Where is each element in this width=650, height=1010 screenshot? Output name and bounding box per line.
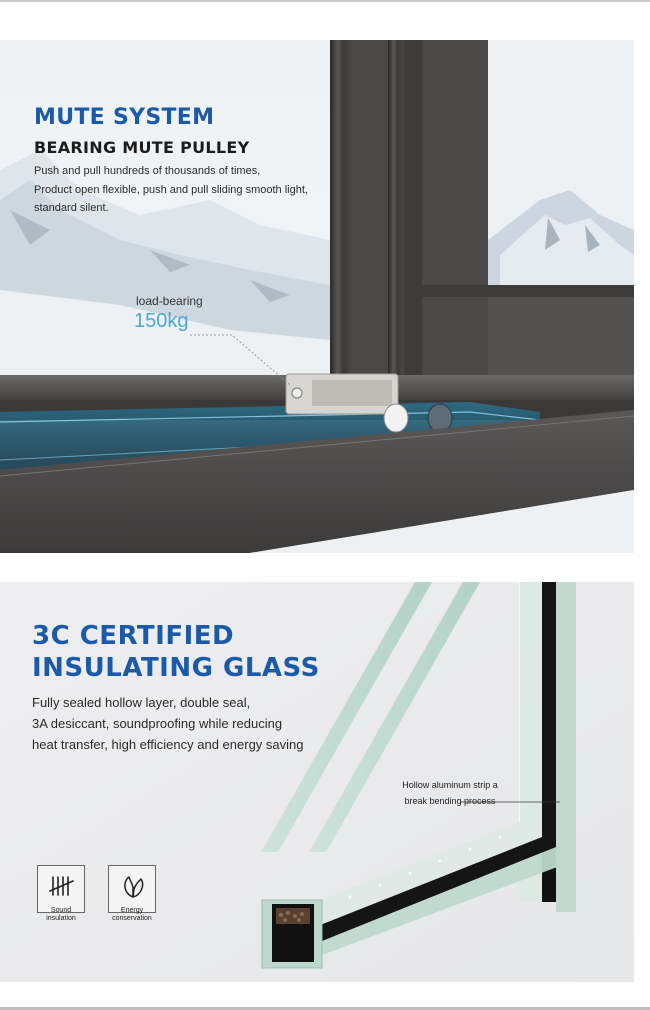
spacer-callout	[380, 777, 520, 809]
glass-description-line: 3A desiccant, soundproofing while reducing	[32, 716, 283, 731]
load-bearing-value: 150kg	[134, 310, 189, 332]
insulating-glass-title-line: INSULATING GLASS	[32, 653, 320, 683]
insulating-glass-title-line: 3C CERTIFIED	[32, 621, 235, 651]
mute-system-title: MUTE SYSTEM	[34, 105, 215, 130]
pulley-description-line: Product open flexible, push and pull sliding smooth light,	[34, 183, 308, 196]
pulley-subtitle: BEARING MUTE PULLEY	[34, 138, 250, 157]
leaf-icon	[119, 873, 147, 901]
badge-label-line: conservation	[112, 915, 152, 922]
pulley-description-line: standard silent.	[34, 202, 109, 214]
spacer-callout-line: break bending process	[404, 796, 496, 806]
glass-description	[32, 692, 352, 755]
pulley-description	[34, 162, 334, 218]
sound-insulation-badge	[37, 865, 85, 913]
glass-description-line: heat transfer, high efficiency and energy saving	[32, 737, 304, 752]
insulating-glass-title	[32, 620, 320, 684]
load-bearing-label: load-bearing	[136, 294, 203, 308]
sound-insulation-icon	[48, 873, 76, 901]
spacer-callout-line: Hollow aluminum strip a	[402, 780, 498, 790]
energy-conservation-label	[100, 907, 164, 923]
energy-conservation-badge	[108, 865, 156, 913]
badge-label-line: Sound	[50, 907, 72, 914]
badge-label-line: Energy	[120, 907, 144, 914]
top-divider	[0, 0, 650, 2]
sound-insulation-label	[29, 907, 93, 923]
glass-description-line: Fully sealed hollow layer, double seal,	[32, 695, 251, 710]
pulley-description-line: Push and pull hundreds of thousands of times,	[34, 165, 261, 177]
badge-label-line: insulation	[46, 915, 76, 922]
